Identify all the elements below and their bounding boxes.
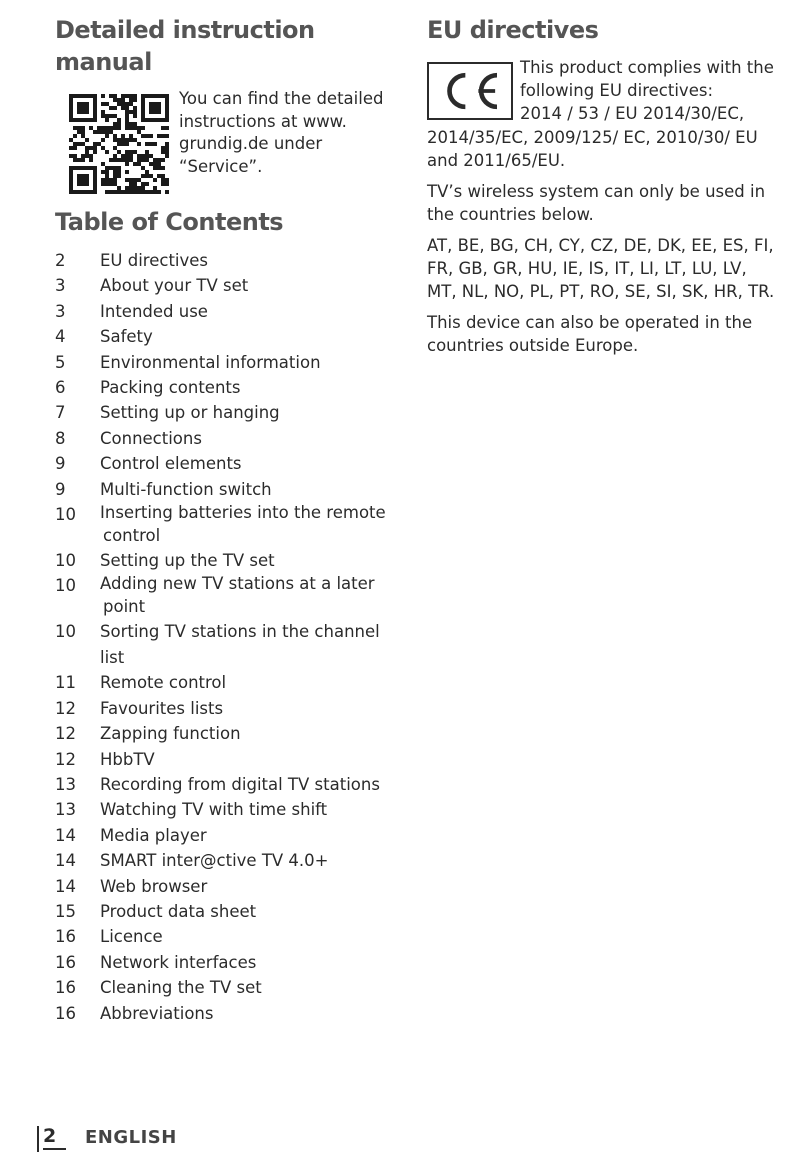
toc-entry-label [100, 375, 400, 400]
toc-row [55, 324, 400, 349]
toc-page-number: 2 [55, 251, 66, 270]
toc-entry-label [100, 924, 400, 949]
toc-page-number: 6 [55, 378, 66, 398]
toc-page-number: 5 [55, 352, 66, 372]
toc-entry-label [100, 797, 400, 822]
toc-row [55, 619, 400, 670]
toc-entry-text: Multi-function switch [100, 479, 272, 499]
toc-entry-text: Cleaning the TV set [100, 978, 262, 998]
toc-entry-text: Safety [100, 327, 153, 347]
toc-entry-label [100, 670, 400, 695]
toc-entry-text: Watching TV with time shift [100, 800, 328, 820]
toc-entry-text: Sorting TV stations in the channel list [100, 622, 380, 667]
toc-entry-text: About your TV set [100, 276, 249, 296]
toc-entry-text: EU directives [100, 251, 209, 270]
toc-entry-label [100, 1001, 400, 1026]
toc-page-number: 16 [55, 978, 76, 998]
toc-row [55, 573, 400, 619]
toc-entry-label [100, 477, 400, 502]
toc-page-number: 10 [55, 551, 76, 571]
toc-entry-label [100, 324, 400, 349]
ce-text: This product complies with the following EU directives: [520, 58, 774, 100]
toc-row [55, 502, 400, 548]
toc-page-number: 16 [55, 927, 76, 947]
toc-entry-text: Media player [100, 825, 207, 845]
ce-directives-cont: 2014/35/EC, 2009/125/ EC, 2010/30/ EU and 2011/65/EU. [427, 128, 758, 170]
toc-row [55, 426, 400, 451]
right-column [427, 14, 779, 357]
toc-entry-text: Adding new TV stations at a later [100, 574, 375, 594]
toc-row [55, 670, 400, 695]
ce-directive-line: 2014 / 53 / EU 2014/30/EC, [520, 104, 745, 123]
toc-page-number: 14 [55, 851, 76, 871]
toc-page-number: 10 [55, 622, 76, 642]
toc-row [55, 975, 400, 1000]
toc-page-number: 3 [55, 276, 66, 296]
toc-entry-text: Packing contents [100, 378, 241, 398]
toc-page-number: 14 [55, 876, 76, 896]
language-label: ENGLISH [85, 1127, 177, 1148]
toc-page-number: 13 [55, 774, 76, 794]
toc-entry-label [100, 248, 400, 273]
manual-title: Detailed instruction manual [55, 16, 315, 76]
toc-row [55, 772, 400, 797]
toc-entry-text: Abbreviations [100, 1003, 214, 1023]
toc-row [55, 797, 400, 822]
toc-page-number: 15 [55, 901, 76, 921]
toc-entry-text: SMART inter@ctive TV 4.0+ [100, 851, 329, 871]
toc-page-number: 3 [55, 301, 66, 321]
toc-entry-text: Favourites lists [100, 698, 224, 718]
toc-page-number: 12 [55, 749, 76, 769]
toc-entry-label [100, 747, 400, 772]
toc-page-number: 16 [55, 1003, 76, 1023]
toc-entry-label [100, 696, 400, 721]
eu-title: EU directives [427, 16, 599, 44]
toc-row [55, 273, 400, 298]
toc-entry-label [100, 299, 400, 324]
toc-entry-text: Remote control [100, 673, 227, 693]
toc-page-number: 14 [55, 825, 76, 845]
toc-row [55, 747, 400, 772]
toc-entry-label [100, 874, 400, 899]
toc-row [55, 950, 400, 975]
toc-entry-label [100, 950, 400, 975]
toc-row [55, 1001, 400, 1026]
toc-row [55, 899, 400, 924]
toc-entry-text: Intended use [100, 301, 208, 321]
toc-page-number: 16 [55, 952, 76, 972]
ce-block [427, 56, 779, 126]
toc-entry-text: Recording from digital TV stations [100, 774, 380, 794]
toc-row [55, 924, 400, 949]
table-of-contents [55, 248, 400, 1026]
left-column [55, 14, 400, 1026]
toc-entry-label [100, 619, 400, 670]
toc-row [55, 848, 400, 873]
toc-row [55, 400, 400, 425]
toc-entry-text: Setting up the TV set [100, 551, 275, 571]
toc-row [55, 248, 400, 273]
toc-entry-label [100, 502, 400, 547]
toc-page-number: 12 [55, 698, 76, 718]
toc-entry-text: Web browser [100, 876, 208, 896]
toc-page-number: 12 [55, 724, 76, 744]
toc-entry-label [100, 573, 400, 618]
toc-row [55, 874, 400, 899]
toc-title: Table of Contents [55, 208, 284, 236]
wireless-text: TV’s wireless system can only be used in the countries below. [427, 182, 766, 224]
toc-row [55, 823, 400, 848]
toc-entry-label [100, 426, 400, 451]
toc-row [55, 696, 400, 721]
ce-mark-icon [427, 62, 513, 120]
toc-entry-text: HbbTV [100, 749, 155, 769]
toc-page-number: 7 [55, 403, 66, 423]
toc-entry-text: Setting up or hanging [100, 403, 280, 423]
toc-entry-text: Control elements [100, 454, 242, 474]
toc-page-number: 10 [55, 576, 76, 596]
toc-entry-label [100, 823, 400, 848]
toc-entry-text: Inserting batteries into the remote [100, 503, 386, 523]
toc-page-number: 11 [55, 673, 76, 693]
outside-europe-text: This device can also be operated in the countries outside Europe. [427, 313, 753, 355]
toc-entry-label [100, 721, 400, 746]
toc-entry-label [100, 273, 400, 298]
toc-entry-label [100, 548, 400, 573]
toc-entry-text: Network interfaces [100, 952, 257, 972]
toc-page-number: 13 [55, 800, 76, 820]
toc-entry-label [100, 975, 400, 1000]
toc-page-number: 4 [55, 327, 66, 347]
toc-row [55, 375, 400, 400]
toc-entry-label [100, 899, 400, 924]
toc-entry-text: Zapping function [100, 724, 241, 744]
toc-entry-label [100, 451, 400, 476]
manual-intro [55, 88, 400, 206]
toc-entry-continuation: point [103, 596, 146, 616]
toc-row [55, 350, 400, 375]
toc-entry-text: Licence [100, 927, 163, 947]
page-number: 2 [43, 1124, 66, 1150]
toc-entry-text: Environmental information [100, 352, 321, 372]
toc-entry-label [100, 400, 400, 425]
toc-row [55, 548, 400, 573]
countries-list: AT, BE, BG, CH, CY, CZ, DE, DK, EE, ES, FI, FR, GB, GR, HU, IE, IS, IT, LI, LT, LU, LV, MT, NL, NO, PL, PT, RO, SE, SI, SK, HR, TR. [427, 236, 775, 301]
toc-entry-label [100, 848, 400, 873]
toc-page-number: 9 [55, 479, 66, 499]
toc-row [55, 721, 400, 746]
qr-code-icon [69, 94, 169, 194]
toc-page-number: 9 [55, 454, 66, 474]
toc-entry-label [100, 772, 400, 797]
toc-row [55, 299, 400, 324]
toc-row [55, 477, 400, 502]
toc-page-number: 10 [55, 505, 76, 525]
toc-entry-continuation: control [103, 525, 161, 545]
toc-entry-text: Product data sheet [100, 901, 257, 921]
toc-page-number: 8 [55, 428, 66, 448]
toc-entry-label [100, 350, 400, 375]
toc-row [55, 451, 400, 476]
toc-entry-text: Connections [100, 428, 202, 448]
footer-bar [37, 1126, 39, 1152]
manual-text: You can find the detailed instructions at www. grundig.de under “Service”. [179, 89, 384, 176]
